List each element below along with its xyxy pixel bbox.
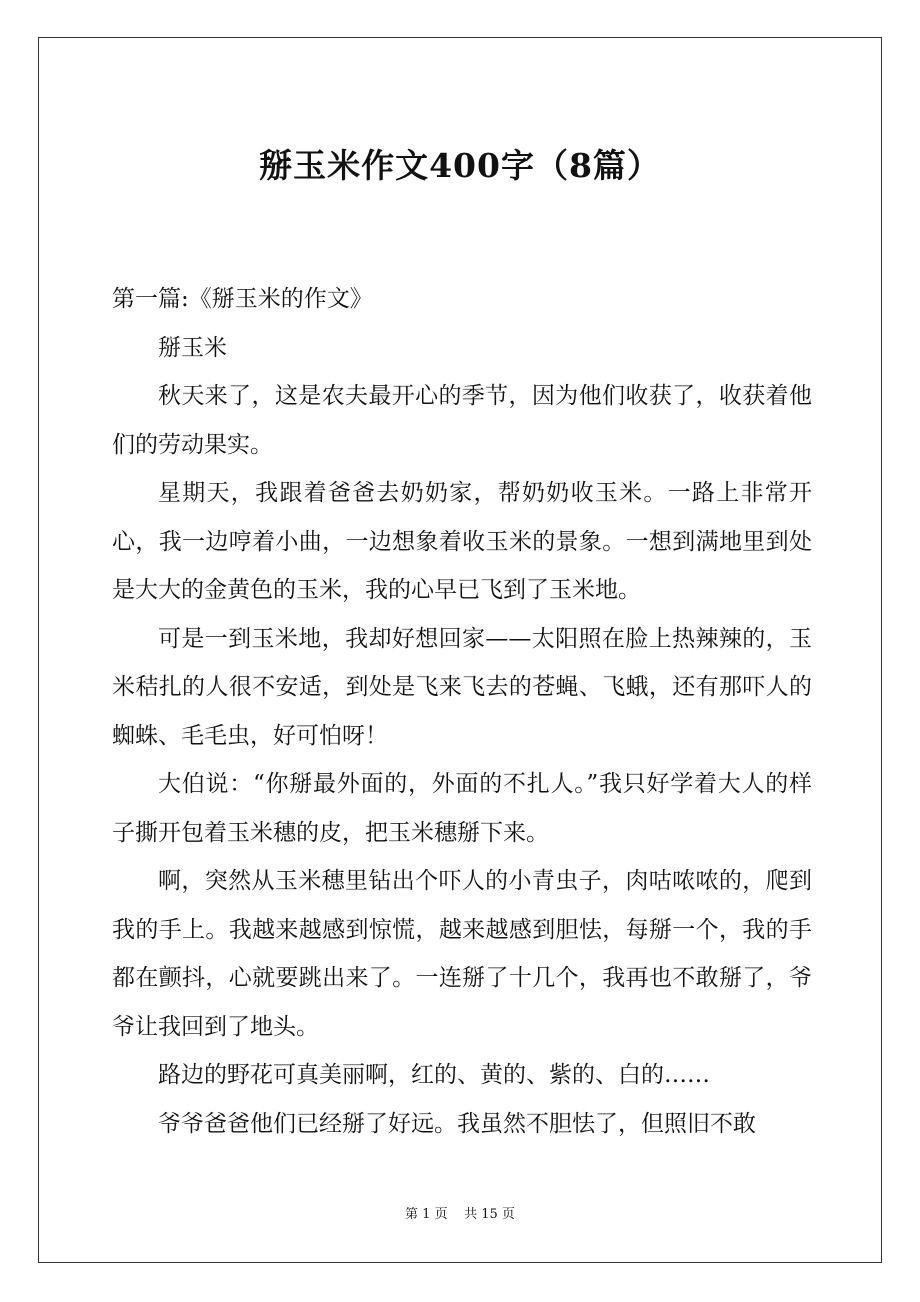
total-pages: 共 15 页 bbox=[464, 1207, 515, 1222]
paragraph: 啊，突然从玉米穗里钻出个吓人的小青虫子，肉咕哝哝的，爬到我的手上。我越来越感到惊慌，越来越感到胆怯，每掰一个，我的手都在颤抖，心就要跳出来了。一连掰了十几个，我再也不敢掰了，爷爷让我回到了地头。 bbox=[112, 868, 812, 1040]
page-number: 第 1 页 bbox=[405, 1207, 448, 1222]
document-body bbox=[112, 275, 812, 1148]
paragraph: 爷爷爸爸他们已经掰了好远。我虽然不胆怯了，但照旧不敢 bbox=[158, 1110, 756, 1137]
paragraph: 可是一到玉米地，我却好想回家——太阳照在脸上热辣辣的，玉米秸扎的人很不安适，到处是飞来飞去的苍蝇、飞蛾，还有那吓人的蜘蛛、毛毛虫，好可怕呀！ bbox=[112, 625, 812, 749]
paragraph-subtitle: 掰玉米 bbox=[158, 334, 227, 361]
paragraph: 秋天来了，这是农夫最开心的季节，因为他们收获了，收获着他们的劳动果实。 bbox=[112, 383, 812, 458]
page-footer bbox=[0, 1205, 920, 1225]
paragraph: 路边的野花可真美丽啊，红的、黄的、紫的、白的…… bbox=[158, 1062, 710, 1088]
paragraph: 大伯说：“你掰最外面的，外面的不扎人。”我只好学着大人的样子撕开包着玉米穗的皮，把玉米穗掰下来。 bbox=[112, 771, 812, 846]
document-title: 掰玉米作文400字（8篇） bbox=[259, 146, 661, 185]
paragraph: 星期天，我跟着爸爸去奶奶家，帮奶奶收玉米。一路上非常开心，我一边哼着小曲，一边想象着收玉米的景象。一想到满地里到处是大大的金黄色的玉米，我的心早已飞到了玉米地。 bbox=[112, 480, 812, 603]
section-heading: 第一篇:《掰玉米的作文》 bbox=[112, 286, 373, 312]
